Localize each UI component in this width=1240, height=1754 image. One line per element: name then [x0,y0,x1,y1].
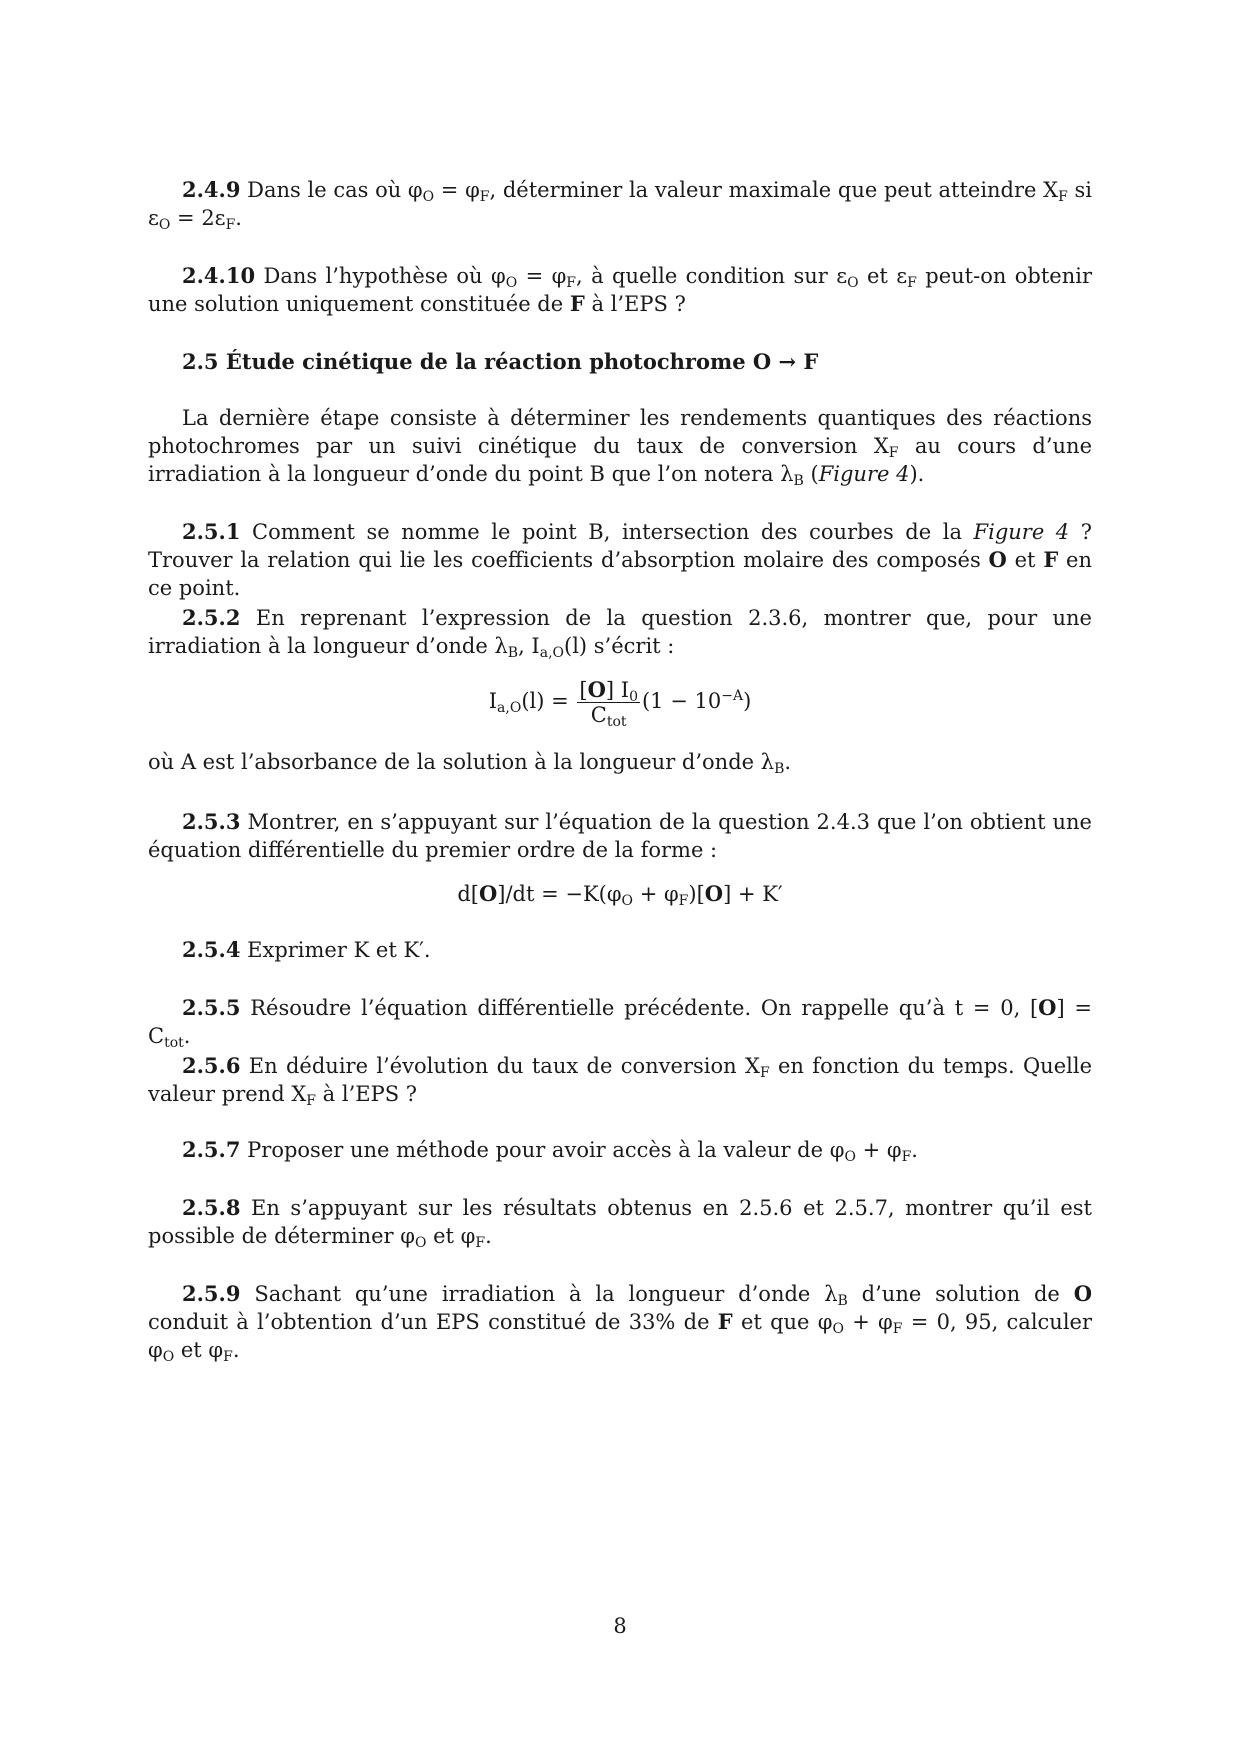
intro-paragraph: La dernière étape consiste à déterminer les rendements quantiques des réactions photochromes par un suivi cinétique du taux de conversion $X_F$ au cours d’une irradiation à la longueur d’onde du point B que l’on notera $\lambda_B$ (Figure 4). [148,406,1092,489]
question-2-5-7: 2.5.7 Proposer une méthode pour avoir accès à la valeur de $\varphi_O + \varphi_F$. [182,1137,918,1165]
question-2-5-9: 2.5.9 Sachant qu’une irradiation à la longueur d’onde $\lambda_B$ d’une solution de O conduit à l’obtention d’un EPS constitué de 33% de F et que $\varphi_O + \varphi_F = 0$, 95, calculer $\varphi_O$ et $\varphi_F$. [148,1281,1093,1365]
question-2-5-4: 2.5.4 Exprimer K et K′. [182,937,431,962]
absorbance-note: où A est l’absorbance de la solution à la longueur d’onde $\lambda_B$. [148,750,792,777]
question-2-5-1: 2.5.1 Comment se nomme le point B, intersection des courbes de la Figure 4 ? Trouver la relation qui lie les coefficients d’absorption molaire des composés O et F en ce point. [148,519,1092,600]
section-heading: 2.5 Étude cinétique de la réaction photochrome O → F [182,349,819,374]
question-2-5-3: 2.5.3 Montrer, en s’appuyant sur l’équation de la question 2.4.3 que l’on obtient une équation différentielle du premier ordre de la forme : [148,809,1092,862]
question-2-5-6: 2.5.6 En déduire l’évolution du taux de conversion $X_F$ en fonction du temps. Quelle valeur prend $X_F$ à l’EPS ? [148,1053,1092,1109]
question-2-5-2: 2.5.2 En reprenant l’expression de la question 2.3.6, montrer que, pour une irradiation à la longueur d’onde $\lambda_B$, $I_{a,O}(l)$ s’écrit : [148,605,1092,661]
equation-fraction: $\frac{[O] I_0}{C_{tot}}$ [579,677,638,730]
question-2-4-10: 2.4.10 Dans l’hypothèse où $\varphi_O = \varphi_F$, à quelle condition sur $\varepsilon_O$ et $\varepsilon_F$ peut-on obtenir une solution uniquement constituée de F à l’EPS ? [148,263,1092,316]
equation-ia0: $I_{a,O}(l)$ = $\frac{[O] I_0}{C_{tot}}$ $(1 - 10^{-A})$ [488,677,752,730]
equation-differential: $d[O]/dt = -K(\varphi_O + \varphi_F)[O] + K'$ [457,881,783,909]
question-2-5-5: 2.5.5 Résoudre l’équation différentielle précédente. On rappelle qu’à t = 0, $[O] = C_{tot}$. [148,995,1092,1051]
question-2-4-9: 2.4.9 Dans le cas où $\varphi_O = \varphi_F$, déterminer la valeur maximale que peut atteindre $X_F$ si $\varepsilon_O = 2\varepsilon_F$. [148,177,1093,233]
page-number: 8 [613,1614,627,1638]
question-2-5-8: 2.5.8 En s’appuyant sur les résultats obtenus en 2.5.6 et 2.5.7, montrer qu’il est possible de déterminer $\varphi_O$ et $\varphi_F$. [148,1195,1092,1251]
